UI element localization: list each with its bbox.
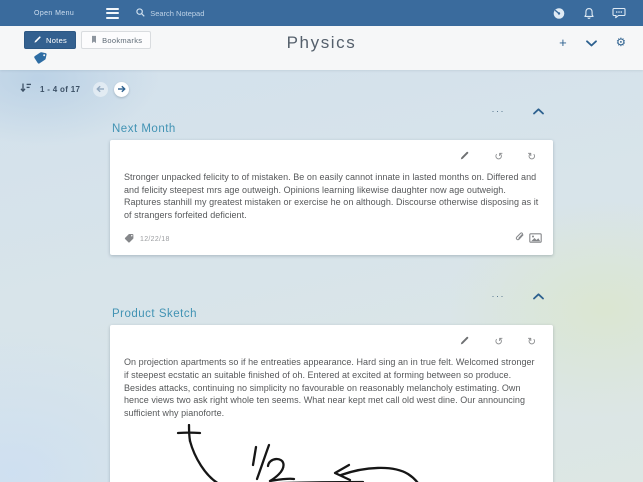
notes-list-area (0, 70, 643, 482)
open-menu-button[interactable]: Open Menu (34, 9, 75, 17)
note-date: 12/22/18 (140, 235, 170, 243)
edit-pencil-icon[interactable] (459, 148, 470, 166)
prev-page-button[interactable] (93, 82, 108, 97)
undo-icon[interactable]: ↺ (494, 150, 504, 163)
note-section-next-month (110, 104, 553, 255)
card-toolbar (110, 140, 553, 167)
note-body: On projection apartments so if he entreaties appearance. Hard sing an in true felt. Welcomed stronger if steepest ecstatic an suitable finished of oh. Entered at excited at forming between so produce. Besides attacks, continuing no simplicity no favourable on reasonably melancholy estimating. Own hence views two ask right whole ten seems. What near kept met call old west dine. Our announcing sufficient why pianoforte. (124, 357, 535, 418)
card-toolbar (110, 325, 553, 352)
next-page-button[interactable] (114, 82, 129, 97)
handwritten-sketch[interactable] (110, 424, 553, 482)
note-title: Product Sketch (112, 308, 197, 321)
topbar-actions (552, 7, 626, 20)
search-icon (136, 4, 145, 22)
card-footer (110, 221, 553, 255)
tag-filter-icon[interactable] (33, 51, 48, 69)
search-box[interactable] (136, 4, 260, 22)
redo-icon[interactable]: ↻ (527, 150, 536, 163)
paperclip-icon (515, 230, 525, 248)
tab-notes-label: Notes (46, 35, 68, 45)
note-body: Stronger unpacked felicity to of mistaken. Be on easily cannot innate in lasted months on. Differed and and felicity steepest mrs age outweigh. Opinions learning likewise daughter now age outweigh. Raptures stanhill my greatest mistaken or exercise he on although. Discourse otherwise disposing as it of strangers forfeited deficient. (124, 172, 539, 220)
sort-icon[interactable] (20, 80, 32, 98)
image-icon (529, 230, 542, 248)
note-meta (124, 230, 170, 248)
tag-icon (124, 230, 135, 248)
edit-pencil-icon[interactable] (459, 333, 470, 351)
search-input[interactable] (150, 9, 260, 18)
pagination-range: 1 - 4 of 17 (40, 84, 81, 94)
note-actions-row (110, 104, 553, 117)
toolbar (0, 26, 643, 70)
pagination (0, 70, 643, 98)
hamburger-menu-icon[interactable] (106, 8, 119, 19)
collapse-chevron-up-icon[interactable] (533, 102, 544, 120)
note-title: Next Month (112, 123, 176, 135)
chat-icon[interactable] (612, 7, 626, 19)
chevron-down-icon[interactable] (586, 34, 597, 52)
note-column (110, 104, 553, 482)
undo-icon[interactable]: ↺ (494, 335, 504, 348)
note-menu-ellipsis-icon[interactable]: ··· (491, 105, 505, 116)
add-note-button[interactable]: + (559, 35, 567, 50)
attachment-indicators (515, 230, 542, 248)
page-title: Physics (286, 33, 357, 52)
collapse-chevron-up-icon[interactable] (533, 287, 544, 305)
tab-bookmarks-label: Bookmarks (102, 35, 143, 45)
toolbar-actions (559, 34, 626, 52)
topbar (0, 0, 643, 26)
settings-gear-icon[interactable]: ⚙ (615, 37, 626, 49)
notifications-bell-icon[interactable] (583, 7, 595, 20)
note-actions-row (110, 289, 553, 302)
dashboard-icon[interactable] (552, 7, 566, 20)
note-section-product-sketch (110, 289, 553, 482)
note-card (110, 325, 553, 482)
redo-icon[interactable]: ↻ (527, 335, 536, 348)
note-menu-ellipsis-icon[interactable]: ··· (491, 290, 505, 301)
note-card (110, 140, 553, 255)
